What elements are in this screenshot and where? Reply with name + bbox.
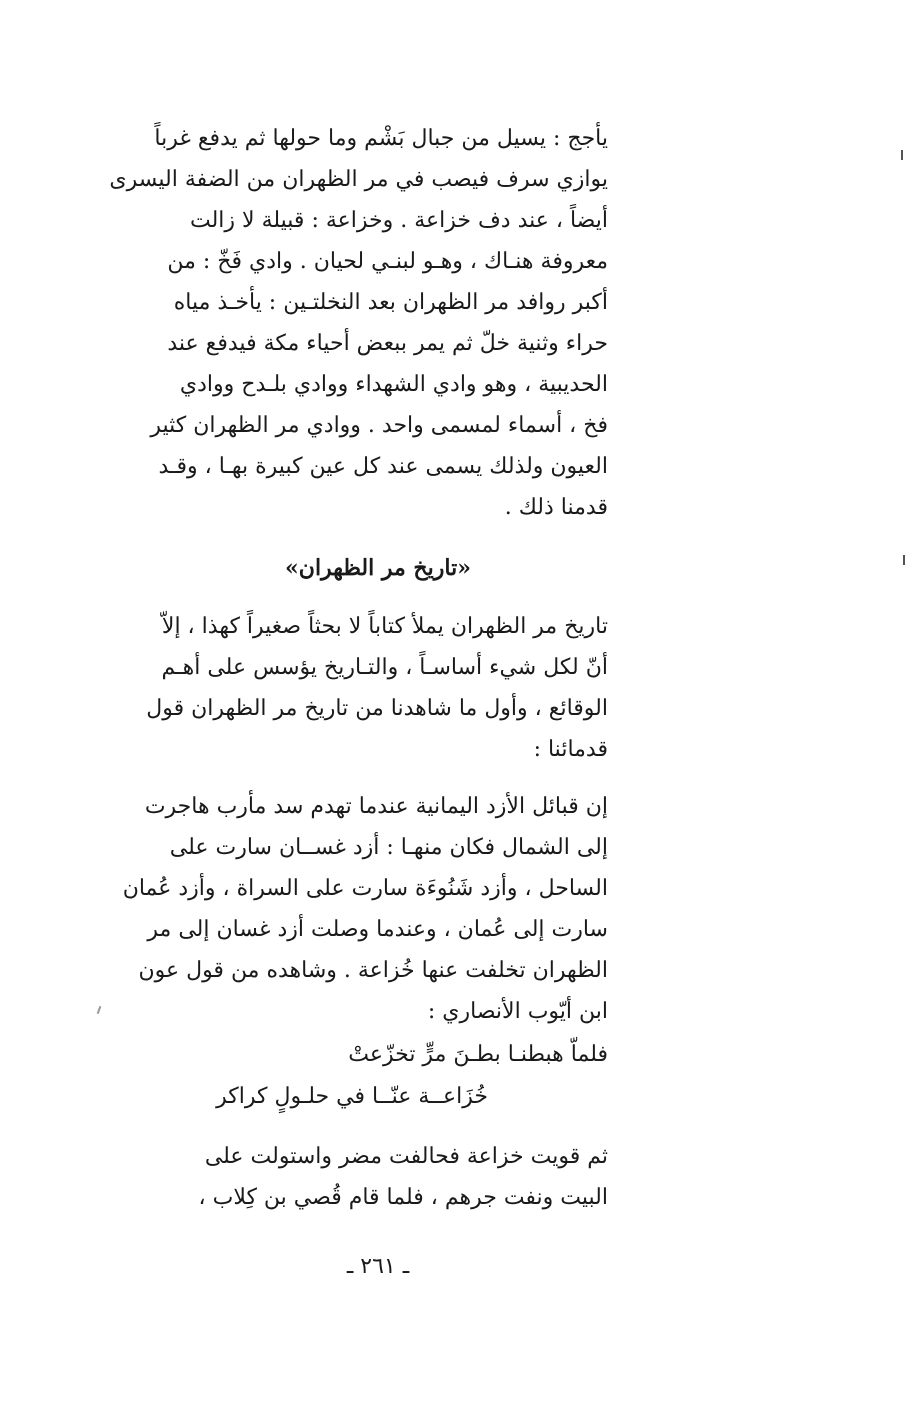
text-line: العيون ولذلك يسمى عند كل عين كبيرة بهـا ، وقـد [158, 454, 608, 479]
text-line: سارت إلى عُمان ، وعندما وصلت أزد غسان إلى مر [147, 917, 608, 942]
margin-mark [97, 1006, 102, 1014]
text-line: الوقائع ، وأول ما شاهدنا من تاريخ مر الظهران قول [146, 696, 608, 721]
text-line: البيت ونفت جرهم ، فلما قام قُصي بن كِلاب ، [198, 1185, 608, 1210]
text-line: تاريخ مر الظهران يملأ كتاباً لا بحثاً صغيراً كهذا ، إلاّ [161, 614, 608, 639]
text-line: فخ ، أسماء لمسمى واحد . ووادي مر الظهران كثير [150, 413, 608, 438]
paragraph-wadi-fakh [109, 118, 608, 528]
text-line: يوازي سرف فيصب في مر الظهران من الضفة اليسرى [109, 167, 608, 192]
text-line: قدمائنا : [533, 737, 608, 762]
margin-mark [901, 150, 903, 160]
text-line: الساحل ، وأزد شَنُوءَة سارت على السراة ، وأزد عُمان [122, 876, 608, 901]
verse-first-hemistich: فلماّ هبطنـا بطـنَ مرٍّ تخزّعتْ [348, 1042, 608, 1067]
margin-mark [903, 555, 905, 565]
text-line: يأجج : يسيل من جبال بَشْم وما حولها ثم يدفع غرباً [154, 126, 608, 151]
paragraph-history-intro [148, 606, 608, 770]
text-line: ثم قويت خزاعة فحالفت مضر واستولت على [204, 1144, 608, 1169]
text-line: حراء وثنية خلّ ثم يمر ببعض أحياء مكة فيدفع عند [167, 331, 608, 356]
text-line: إن قبائل الأزد اليمانية عندما تهدم سد مأرب هاجرت [144, 794, 608, 819]
text-line: أيضاً ، عند دف خزاعة . وخزاعة : قبيلة لا زالت [190, 208, 608, 233]
text-line: أكبر روافد مر الظهران بعد النخلتـين : يأخـذ مياه [173, 290, 608, 315]
text-line: معروفة هنـاك ، وهـو لبنـي لحيان . وادي فَخّ : من [167, 249, 608, 274]
section-heading: «تاريخ مر الظهران» [285, 555, 471, 581]
text-line: أنّ لكل شيء أساسـاً ، والتـاريخ يؤسس على أهـم [161, 655, 608, 680]
paragraph-khuzaa [148, 1136, 608, 1218]
text-line: قدمنا ذلك . [504, 495, 608, 520]
text-line: ابن أيّوب الأنصاري : [427, 999, 608, 1024]
text-line: الظهران تخلفت عنها خُزاعة . وشاهده من قول عون [138, 958, 608, 983]
text-line: الحديبية ، وهو وادي الشهداء ووادي بلـدح ووادي [179, 372, 608, 397]
paragraph-azd-tribes [122, 786, 608, 1032]
poetry-verse [148, 1034, 608, 1118]
text-line: إلى الشمال فكان منهـا : أزد غســان سارت على [169, 835, 608, 860]
page-number: ـ ٢٦١ ـ [346, 1254, 410, 1279]
verse-second-hemistich: خُزَاعــة عنّــا في حلـولٍ كراكر [216, 1084, 488, 1109]
